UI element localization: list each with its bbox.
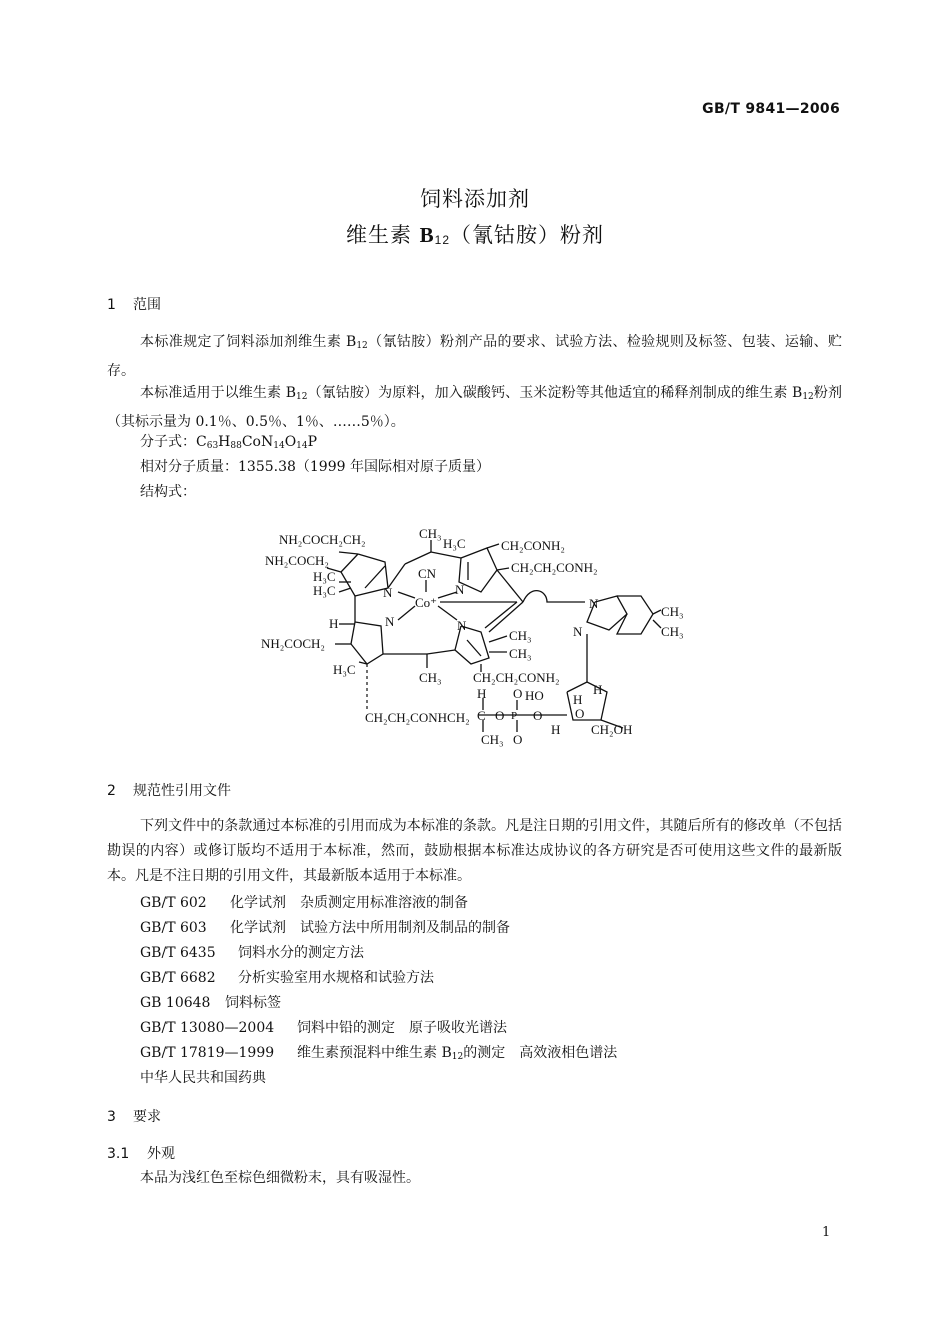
ref-title: 中华人民共和国药典	[140, 1070, 266, 1086]
ref-title-a: 维生素预混料中维生素 B	[297, 1045, 452, 1061]
label-h3c-top: H₃C	[443, 536, 466, 551]
ref-title: 分析实验室用水规格和试验方法	[238, 970, 434, 986]
label-co: Co⁺	[415, 595, 438, 610]
formula-c: C	[196, 434, 207, 450]
section-1-para-2	[107, 381, 842, 435]
structural-formula	[255, 522, 695, 754]
ref-item	[140, 892, 468, 912]
bond-ring-c	[351, 622, 383, 664]
label-c: C	[477, 708, 486, 723]
label-o2: O	[513, 686, 523, 701]
title-line-2	[0, 219, 950, 249]
bond-co-n4	[438, 606, 457, 620]
label-o4: O	[513, 732, 523, 747]
ref-title: 饲料水分的测定方法	[238, 945, 364, 961]
bond-arc	[523, 591, 585, 602]
para2-sub2: 12	[802, 392, 814, 402]
label-r2: CH₂CH₂CONH₂	[511, 560, 598, 575]
label-l3: H₃C	[313, 569, 336, 584]
para2-c: 粉剂（其标示量为 0.1％、0.5％、1％、……5％）。	[107, 385, 842, 430]
ref-item	[140, 917, 510, 937]
bond-ring-b	[459, 548, 497, 592]
bond-co-n3	[398, 606, 415, 620]
label-cn: CN	[418, 566, 437, 581]
ref-title: 饲料中铅的测定 原子吸收光谱法	[297, 1020, 507, 1036]
label-h: H	[477, 686, 487, 701]
ref-title-sub: 12	[451, 1052, 464, 1062]
section-3-title: 要求	[133, 1109, 161, 1125]
title-prefix: 维生素	[345, 223, 420, 247]
section-2-number: 2	[107, 783, 116, 799]
label-r1: CH₂CONH₂	[501, 538, 565, 553]
section-1-title: 范围	[133, 297, 161, 313]
ref-code: GB/T 603	[140, 920, 207, 936]
label-n3: N	[385, 614, 395, 629]
bond-bridge-3	[431, 552, 461, 558]
ref-item	[140, 1017, 507, 1037]
ref-item	[140, 942, 364, 962]
section-2-para: 下列文件中的条款通过本标准的引用而成为本标准的条款。凡是注日期的引用文件，其随后所有的修改单（不包括勘误的内容）或修订版均不适用于本标准，然而，鼓励根据本标准达成协议的各方研究是否可使用这些文件的最新版本。凡是不注日期的引用文件，其最新版本适用于本标准。	[107, 818, 842, 884]
label-l2: NH₂COCH₂	[265, 553, 329, 568]
bond-sub-4	[339, 588, 351, 592]
label-ch3-d: CH₃	[481, 732, 504, 747]
ref-title: 化学试剂 试验方法中所用制剂及制品的制备	[230, 920, 510, 936]
formula-p: P	[307, 434, 318, 450]
bond-sub-1	[339, 552, 358, 554]
label-n1: N	[383, 585, 393, 600]
para2-sub: 12	[296, 392, 308, 402]
formula-o-n: 14	[296, 441, 308, 451]
label-l5: H	[329, 616, 339, 631]
para1-b: （氰钴胺）粉剂产品的要求、试验方法、检验规则及标签、包装、运输、贮存。	[107, 334, 842, 379]
label-ch3-b: CH₃	[419, 670, 442, 685]
title-sub: 12	[434, 233, 451, 247]
formula-h-n: 88	[230, 441, 242, 451]
section-1-heading	[107, 294, 161, 314]
bond-benzene	[617, 596, 653, 634]
label-l1: NH₂COCH₂CH₂	[279, 532, 366, 547]
bond-bridge-6	[427, 650, 455, 654]
bond-a-inner	[365, 566, 385, 588]
ref-code: GB 10648	[140, 995, 211, 1011]
title-suffix: （氰钴胺）粉剂	[450, 223, 605, 247]
bond-ch3-1	[653, 610, 661, 614]
ref-code: GB/T 13080—2004	[140, 1020, 275, 1036]
label-h4: H	[551, 722, 561, 737]
ref-code: GB/T 17819—1999	[140, 1045, 275, 1061]
ref-item	[140, 992, 281, 1012]
label-l6: NH₂COCH₂	[261, 636, 325, 651]
structure-label: 结构式：	[140, 484, 196, 500]
section-1-para-1	[107, 330, 842, 384]
ref-title-b: 的测定 高效液相色谱法	[463, 1045, 618, 1061]
label-n4: N	[457, 618, 467, 633]
formula-n-n: 14	[273, 441, 285, 451]
label-o5: O	[575, 706, 585, 721]
formula-co: CoN	[241, 434, 274, 450]
label-ch3-c: CH₃	[509, 646, 532, 661]
bond-bridge-2	[405, 552, 431, 564]
label-ch3-r-1: CH₃	[661, 604, 684, 619]
standard-number: GB/T 9841—2006	[702, 101, 840, 117]
label-ch2oh: CH₂OH	[591, 722, 633, 737]
para2-a: 本标准适用于以维生素 B	[140, 385, 296, 401]
formula-h: H	[218, 434, 231, 450]
label-n2: N	[455, 582, 465, 597]
para2-b: （氰钴胺）为原料，加入碳酸钙、玉米淀粉等其他适宜的稀释剂制成的维生素 B	[307, 385, 803, 401]
ref-code: GB/T 602	[140, 895, 207, 911]
section-3-1-number: 3.1	[107, 1146, 130, 1162]
ref-code: GB/T 6682	[140, 970, 216, 986]
label-ch3-top: CH₃	[419, 526, 442, 541]
bond-co-n1	[398, 592, 415, 598]
label-h2: H	[593, 682, 603, 697]
section-3-1-heading	[107, 1143, 175, 1163]
bond-right-3	[485, 602, 517, 628]
bond-ring-a	[341, 554, 388, 596]
ref-title: 饲料标签	[225, 995, 281, 1011]
bond-r2	[497, 568, 509, 570]
section-1-number: 1	[107, 297, 116, 313]
para1-sub: 12	[356, 341, 368, 351]
bond-ch3-2	[653, 620, 661, 628]
label-ch3-a: CH₃	[509, 628, 532, 643]
label-ho: HO	[525, 688, 544, 703]
label-bot2: CH₂CH₂CONHCH₂	[365, 710, 470, 725]
section-2-heading	[107, 780, 231, 800]
bond-r1	[487, 544, 499, 548]
ref-title: 化学试剂 杂质测定用标准溶液的制备	[230, 895, 468, 911]
label-l7: H₃C	[333, 662, 356, 677]
label-ch3-r-2: CH₃	[661, 624, 684, 639]
page-number: 1	[822, 1225, 831, 1240]
label-h3: H	[573, 692, 583, 707]
formula-c-n: 63	[206, 441, 219, 451]
ref-code: GB/T 6435	[140, 945, 216, 961]
label-n5: N	[589, 596, 599, 611]
section-3-1-text: 本品为浅红色至棕色细微粉末，具有吸湿性。	[140, 1170, 420, 1186]
section-2-title: 规范性引用文件	[133, 783, 231, 799]
label-o1: O	[495, 708, 505, 723]
label-n6: N	[573, 624, 583, 639]
ref-item	[140, 1042, 617, 1062]
section-3-1-title: 外观	[147, 1146, 175, 1162]
label-o3: O	[533, 708, 543, 723]
formula-o: O	[284, 434, 297, 450]
ref-item	[140, 1067, 266, 1087]
section-3-number: 3	[107, 1109, 116, 1125]
bond-ch3-r1	[489, 636, 507, 642]
label-p: P	[511, 710, 518, 722]
title-line-1: 饲料添加剂	[420, 187, 530, 211]
formula-label: 分子式：	[140, 434, 196, 450]
label-bot1: CH₂CH₂CONH₂	[473, 670, 560, 685]
para1-a: 本标准规定了饲料添加剂维生素 B	[140, 334, 357, 350]
section-3-heading	[107, 1106, 161, 1126]
ref-item	[140, 967, 434, 987]
title-b: B	[419, 223, 435, 247]
molecular-mass: 相对分子质量：1355.38（1999 年国际相对原子质量）	[140, 459, 490, 475]
label-l4: H₃C	[313, 583, 336, 598]
bond-d-inner	[467, 640, 481, 656]
